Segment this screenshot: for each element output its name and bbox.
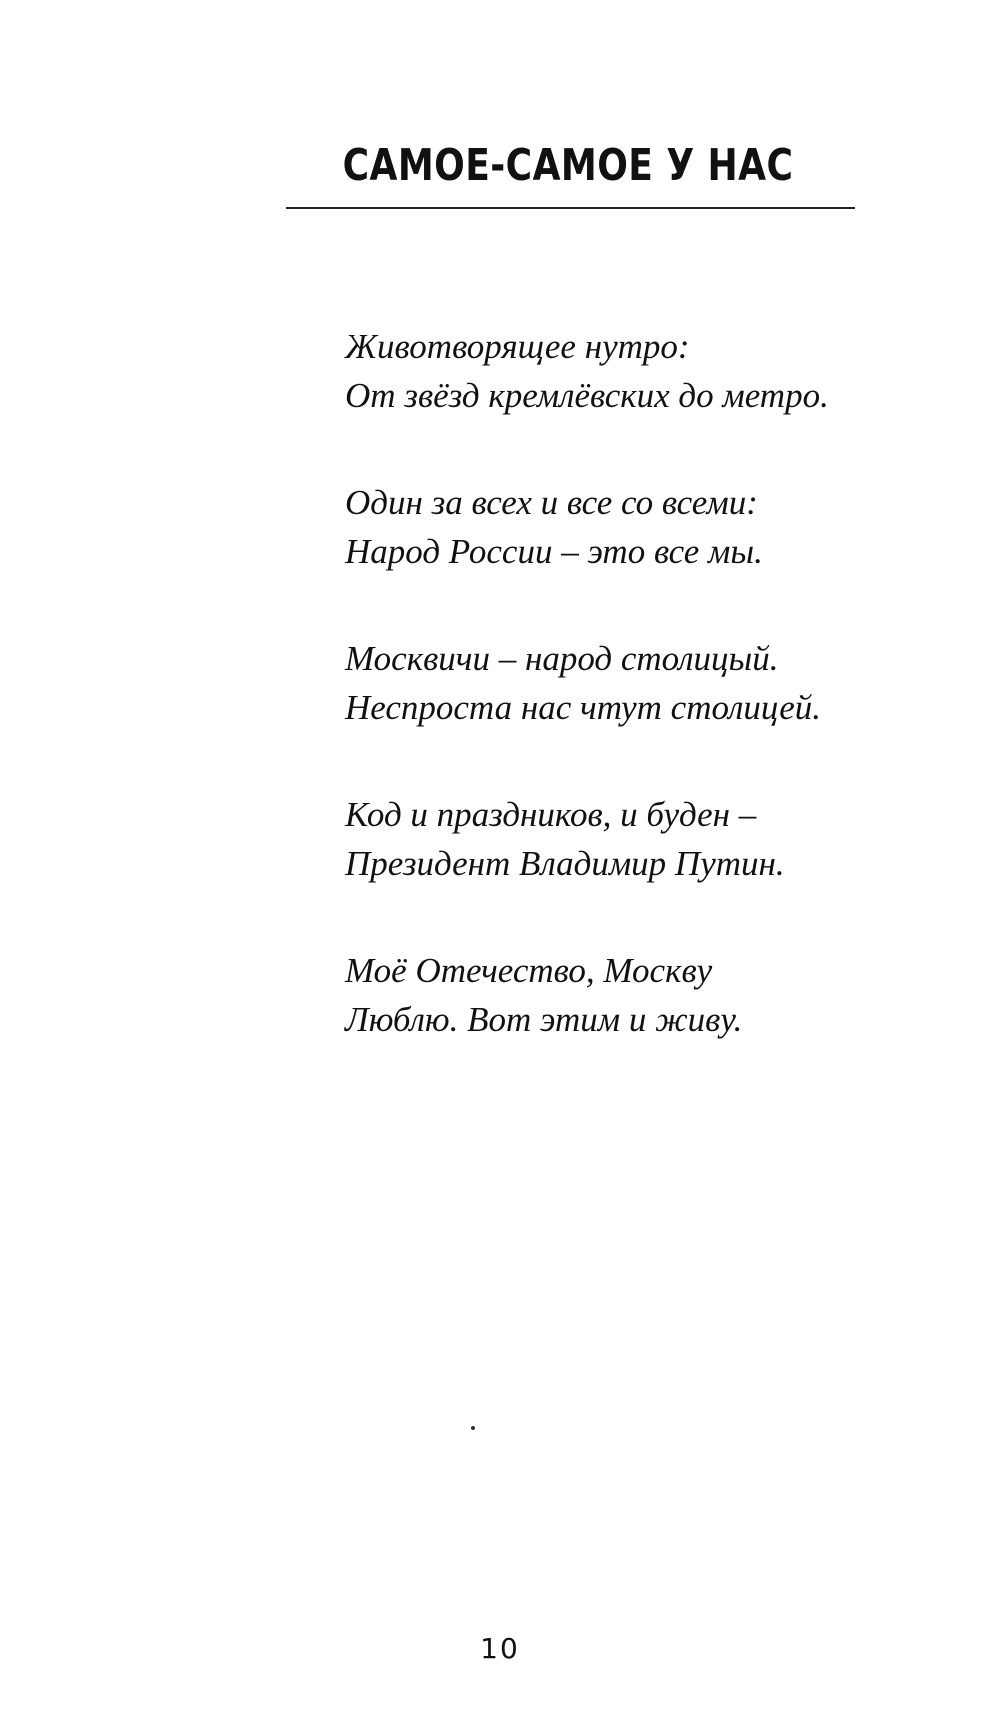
stanza-5	[345, 946, 965, 1044]
poem-line: Один за всех и все со всеми:	[345, 483, 758, 522]
stanza-3	[345, 634, 965, 732]
poem-line: Животворящее нутро:	[345, 327, 690, 366]
poem	[345, 322, 965, 1102]
title-underline	[286, 207, 855, 209]
poem-line: Моё Отечество, Москву	[345, 951, 713, 990]
print-speck	[471, 1426, 475, 1430]
page-number: 10	[480, 1632, 520, 1665]
poem-line: Неспроста нас чтут столицей.	[345, 688, 822, 727]
stanza-2	[345, 478, 965, 576]
stanza-4	[345, 790, 965, 888]
poem-line: От звёзд кремлёвских до метро.	[345, 376, 829, 415]
stanza-1	[345, 322, 965, 420]
poem-line: Код и праздников, и буден –	[345, 795, 757, 834]
page-title: САМОЕ-САМОЕ У НАС	[342, 140, 794, 191]
poem-line: Москвичи – народ столицый.	[345, 639, 779, 678]
poem-line: Народ России – это все мы.	[345, 532, 763, 571]
poem-line: Президент Владимир Путин.	[345, 844, 785, 883]
poem-line: Люблю. Вот этим и живу.	[345, 1000, 743, 1039]
